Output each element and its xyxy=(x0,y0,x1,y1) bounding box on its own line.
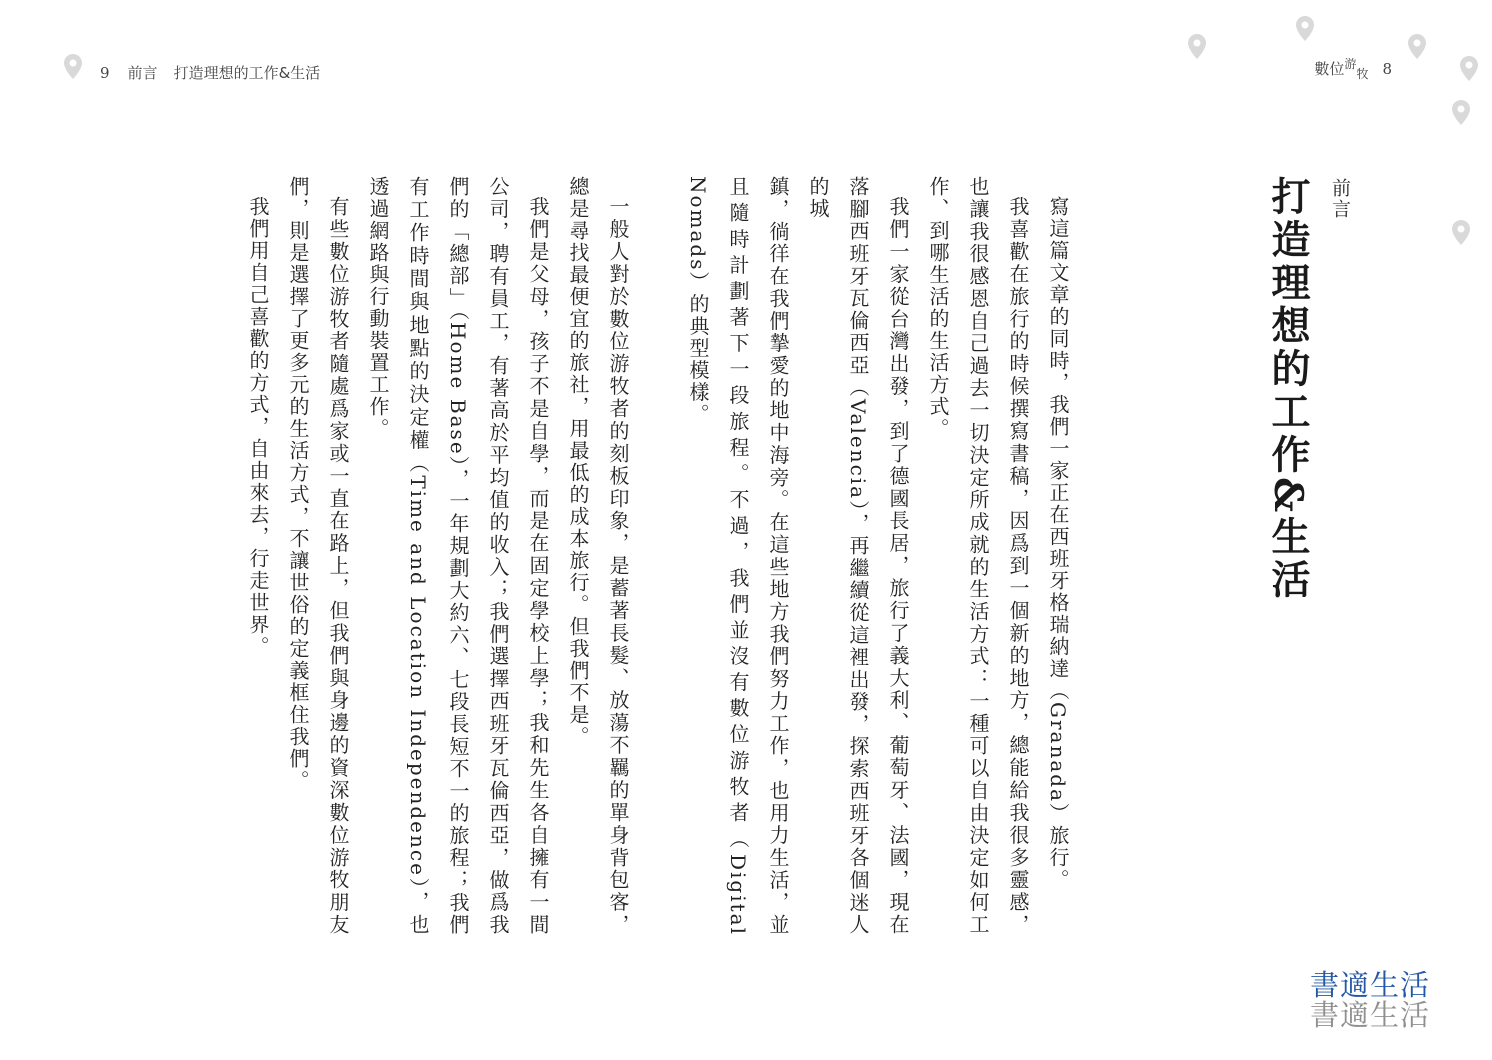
paragraph-3: 我們一家從台灣出發，到了德國長居，旅行了義大利、葡萄牙、法國，現在落腳西班牙瓦倫西亞（Valencia），再繼續從這裡出發，探索西班牙各個迷人的城 xyxy=(806,176,910,936)
publisher-name-blue: 書適生活 xyxy=(1309,968,1430,1002)
location-pin-icon xyxy=(1408,34,1426,59)
left-section-label: 前言 xyxy=(127,64,158,82)
book-title-part2: 游 xyxy=(1344,57,1357,71)
location-pin-icon xyxy=(1460,56,1478,81)
location-pin-icon xyxy=(64,54,82,79)
paragraph-1: 寫這篇文章的同時，我們一家正在西班牙格瑞納達（Granada）旅行。 xyxy=(1046,196,1070,891)
left-page-number: 9 xyxy=(100,64,110,82)
publisher-name-gray: 書適生活 xyxy=(1309,998,1430,1032)
right-running-header xyxy=(1314,58,1392,79)
paragraph-3-continued: 鎮，徜徉在我們摯愛的地中海旁。在這些地方我們努力工作，也用力生活，並且隨時計劃著下一段旅程。不過，我們並沒有數位游牧者（Digital Nomads）的典型模樣。 xyxy=(686,176,790,936)
chapter-title: 打造理想的工作&生活 xyxy=(1265,176,1311,603)
paragraph-7: 我們用自己喜歡的方式，自由來去，行走世界。 xyxy=(246,196,270,658)
publisher-logo xyxy=(1310,970,1430,1030)
paragraph-4: 一般人對於數位游牧者的刻板印象，是蓄著長髮、放蕩不羈的單身背包客，總是尋找最便宜的旅社，用最低的成本旅行。但我們不是。 xyxy=(566,176,630,936)
book-title-part1: 數位 xyxy=(1314,60,1345,78)
chapter-label: 前言 xyxy=(1329,178,1351,220)
paragraph-2: 我喜歡在旅行的時候撰寫書稿，因爲到一個新的地方，總能給我很多靈感，也讓我很感恩自己過去一切決定所成就的生活方式：一種可以自由決定如何工作、到哪生活的生活方式。 xyxy=(926,176,1030,936)
location-pin-icon xyxy=(1296,16,1314,41)
paragraph-6: 有些數位游牧者隨處爲家或一直在路上，但我們與身邊的資深數位游牧朋友們，則是選擇了更多元的生活方式，不讓世俗的定義框住我們。 xyxy=(286,176,350,936)
right-page-number: 8 xyxy=(1382,60,1392,78)
left-chapter-title: 打造理想的工作&生活 xyxy=(173,64,321,82)
location-pin-icon xyxy=(1188,34,1206,59)
book-title-part3: 牧 xyxy=(1356,67,1369,81)
left-running-header xyxy=(100,62,320,83)
location-pin-icon xyxy=(1452,220,1470,245)
body-text xyxy=(238,176,1078,936)
location-pin-icon xyxy=(1452,100,1470,125)
paragraph-5: 我們是父母，孩子不是自學，而是在固定學校上學；我和先生各自擁有一間公司，聘有員工，有著高於平均值的收入；我們選擇西班牙瓦倫西亞，做爲我們的「總部」（Home Base），一年規劃大約六、七段長短不一的旅程；我們有工作時間與地點的決定權（Time and Location Independence），也透過網路與行動裝置工作。 xyxy=(366,176,550,936)
